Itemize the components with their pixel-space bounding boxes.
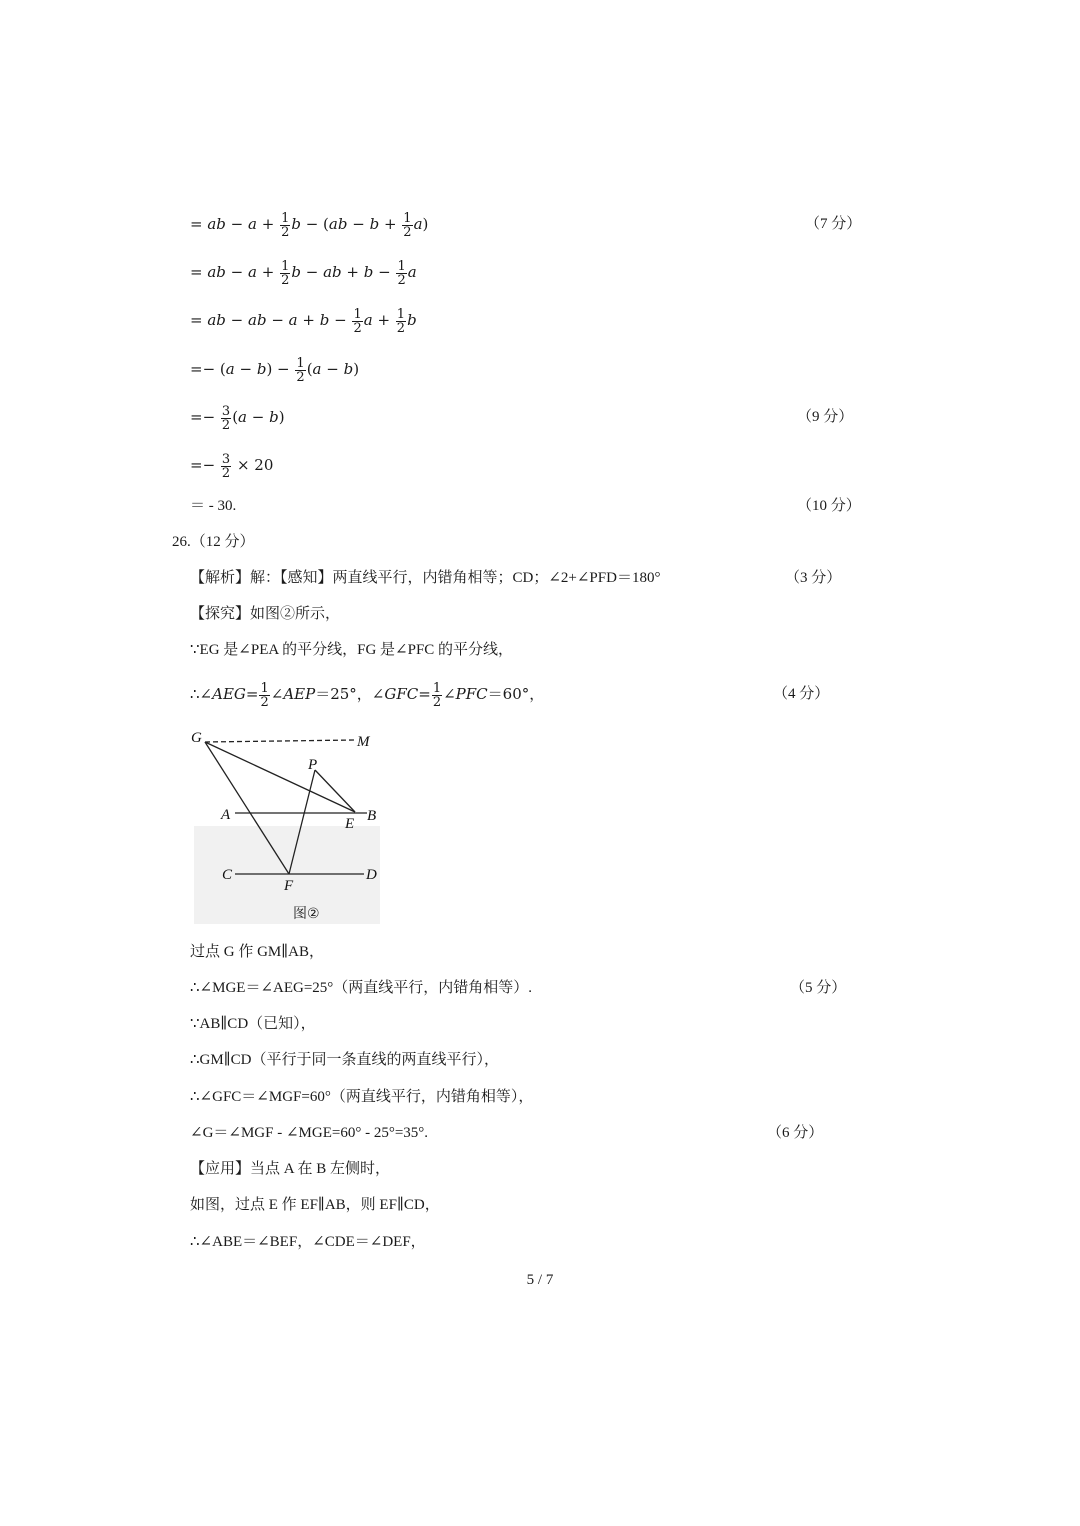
line-text: ∴∠MGE＝∠AEG=25°（两直线平行，内错角相等）. [190, 980, 533, 996]
math-expression: = ab − ab − a + b − $\frac{1}{2}$ a + $\frac{1}{2}$ b [190, 306, 417, 336]
derivation-line-7 [0, 489, 1080, 523]
line-text: 【探究】如图②所示， [190, 606, 341, 622]
line-text: 如图，过点 E 作 EF∥AB，则 EF∥CD， [190, 1197, 440, 1213]
solution-line-3 [0, 633, 1080, 667]
math-expression: =− $\frac{3}{2}$ (a − b) [190, 403, 285, 433]
figure-caption: 图② [293, 906, 320, 922]
math-expression: = ab − a + $\frac{1}{2}$ b − (ab − b + $\frac{1}{2}$ a) [190, 210, 429, 240]
page-number: 5 / 7 [526, 1272, 554, 1288]
line-text: 【应用】当点 A 在 B 左侧时， [190, 1161, 391, 1177]
label-f: F [284, 878, 294, 894]
math-expression: = ab − a + $\frac{1}{2}$ b − ab + b − $\frac{1}{2}$ a [190, 258, 417, 288]
label-d: D [366, 867, 377, 883]
score-label: （9 分） [797, 409, 854, 425]
solution-line-11 [0, 1152, 1080, 1186]
solution-line-9 [0, 1080, 1080, 1114]
math-expression: =− (a − b) − $\frac{1}{2}$ (a − b) [190, 355, 360, 385]
label-e: E [345, 816, 355, 832]
line-pe [315, 770, 355, 812]
label-b: B [367, 808, 377, 824]
score-label: （3 分） [785, 570, 842, 586]
derivation-line-6 [0, 448, 1080, 482]
label-p: P [308, 757, 318, 773]
solution-line-12 [0, 1188, 1080, 1222]
score-label: （5 分） [790, 980, 847, 996]
question-26-header [0, 525, 1080, 559]
solution-line-2 [0, 597, 1080, 631]
solution-line-13 [0, 1225, 1080, 1259]
solution-line-7 [0, 1007, 1080, 1041]
solution-line-5 [0, 935, 1080, 969]
derivation-line-3 [0, 303, 1080, 337]
solution-line-4 [0, 677, 1080, 711]
question-number: 26.（12 分） [172, 534, 255, 550]
line-gm-dashed [205, 740, 355, 742]
line-text: ∴∠GFC＝∠MGF=60°（两直线平行，内错角相等）， [190, 1089, 534, 1105]
geometry-figure [190, 722, 382, 924]
math-expression: =− $\frac{3}{2}$ × 20 [190, 451, 274, 481]
figure-svg [190, 722, 382, 924]
solution-line-10 [0, 1116, 1080, 1150]
solution-line-8 [0, 1043, 1080, 1077]
derivation-line-1 [0, 207, 1080, 241]
line-text: 过点 G 作 GM∥AB， [190, 944, 325, 960]
solution-line-1 [0, 561, 1080, 595]
score-label: （4 分） [773, 686, 830, 702]
math-expression: ∴∠AEG= $\frac{1}{2}$ ∠AEP＝25°，∠GFC= $\frac{1}{2}$ ∠PFC＝60°， [190, 680, 545, 710]
line-text: 【解析】解：【感知】两直线平行，内错角相等；CD；∠2+∠PFD＝180° [190, 570, 661, 586]
derivation-line-2 [0, 255, 1080, 289]
line-text: ∠G＝∠MGF - ∠MGE=60° - 25°=35°. [190, 1125, 429, 1141]
line-text: ∴GM∥CD（平行于同一条直线的两直线平行）， [190, 1052, 499, 1068]
line-text: ∴∠ABE＝∠BEF，∠CDE＝∠DEF， [190, 1234, 426, 1250]
label-c: C [222, 867, 233, 883]
line-text: ∵EG 是∠PEA 的平分线，FG 是∠PFC 的平分线， [190, 642, 514, 658]
label-m: M [357, 734, 370, 750]
derivation-line-4 [0, 352, 1080, 386]
label-a: A [221, 807, 231, 823]
line-text: ∵AB∥CD（已知）， [190, 1016, 316, 1032]
derivation-line-5 [0, 400, 1080, 434]
score-label: （10 分） [797, 498, 861, 514]
score-label: （6 分） [767, 1125, 824, 1141]
line-text: ＝ - 30. [190, 498, 237, 514]
score-label: （7 分） [805, 216, 862, 232]
solution-line-6 [0, 971, 1080, 1005]
label-g: G [191, 730, 202, 746]
